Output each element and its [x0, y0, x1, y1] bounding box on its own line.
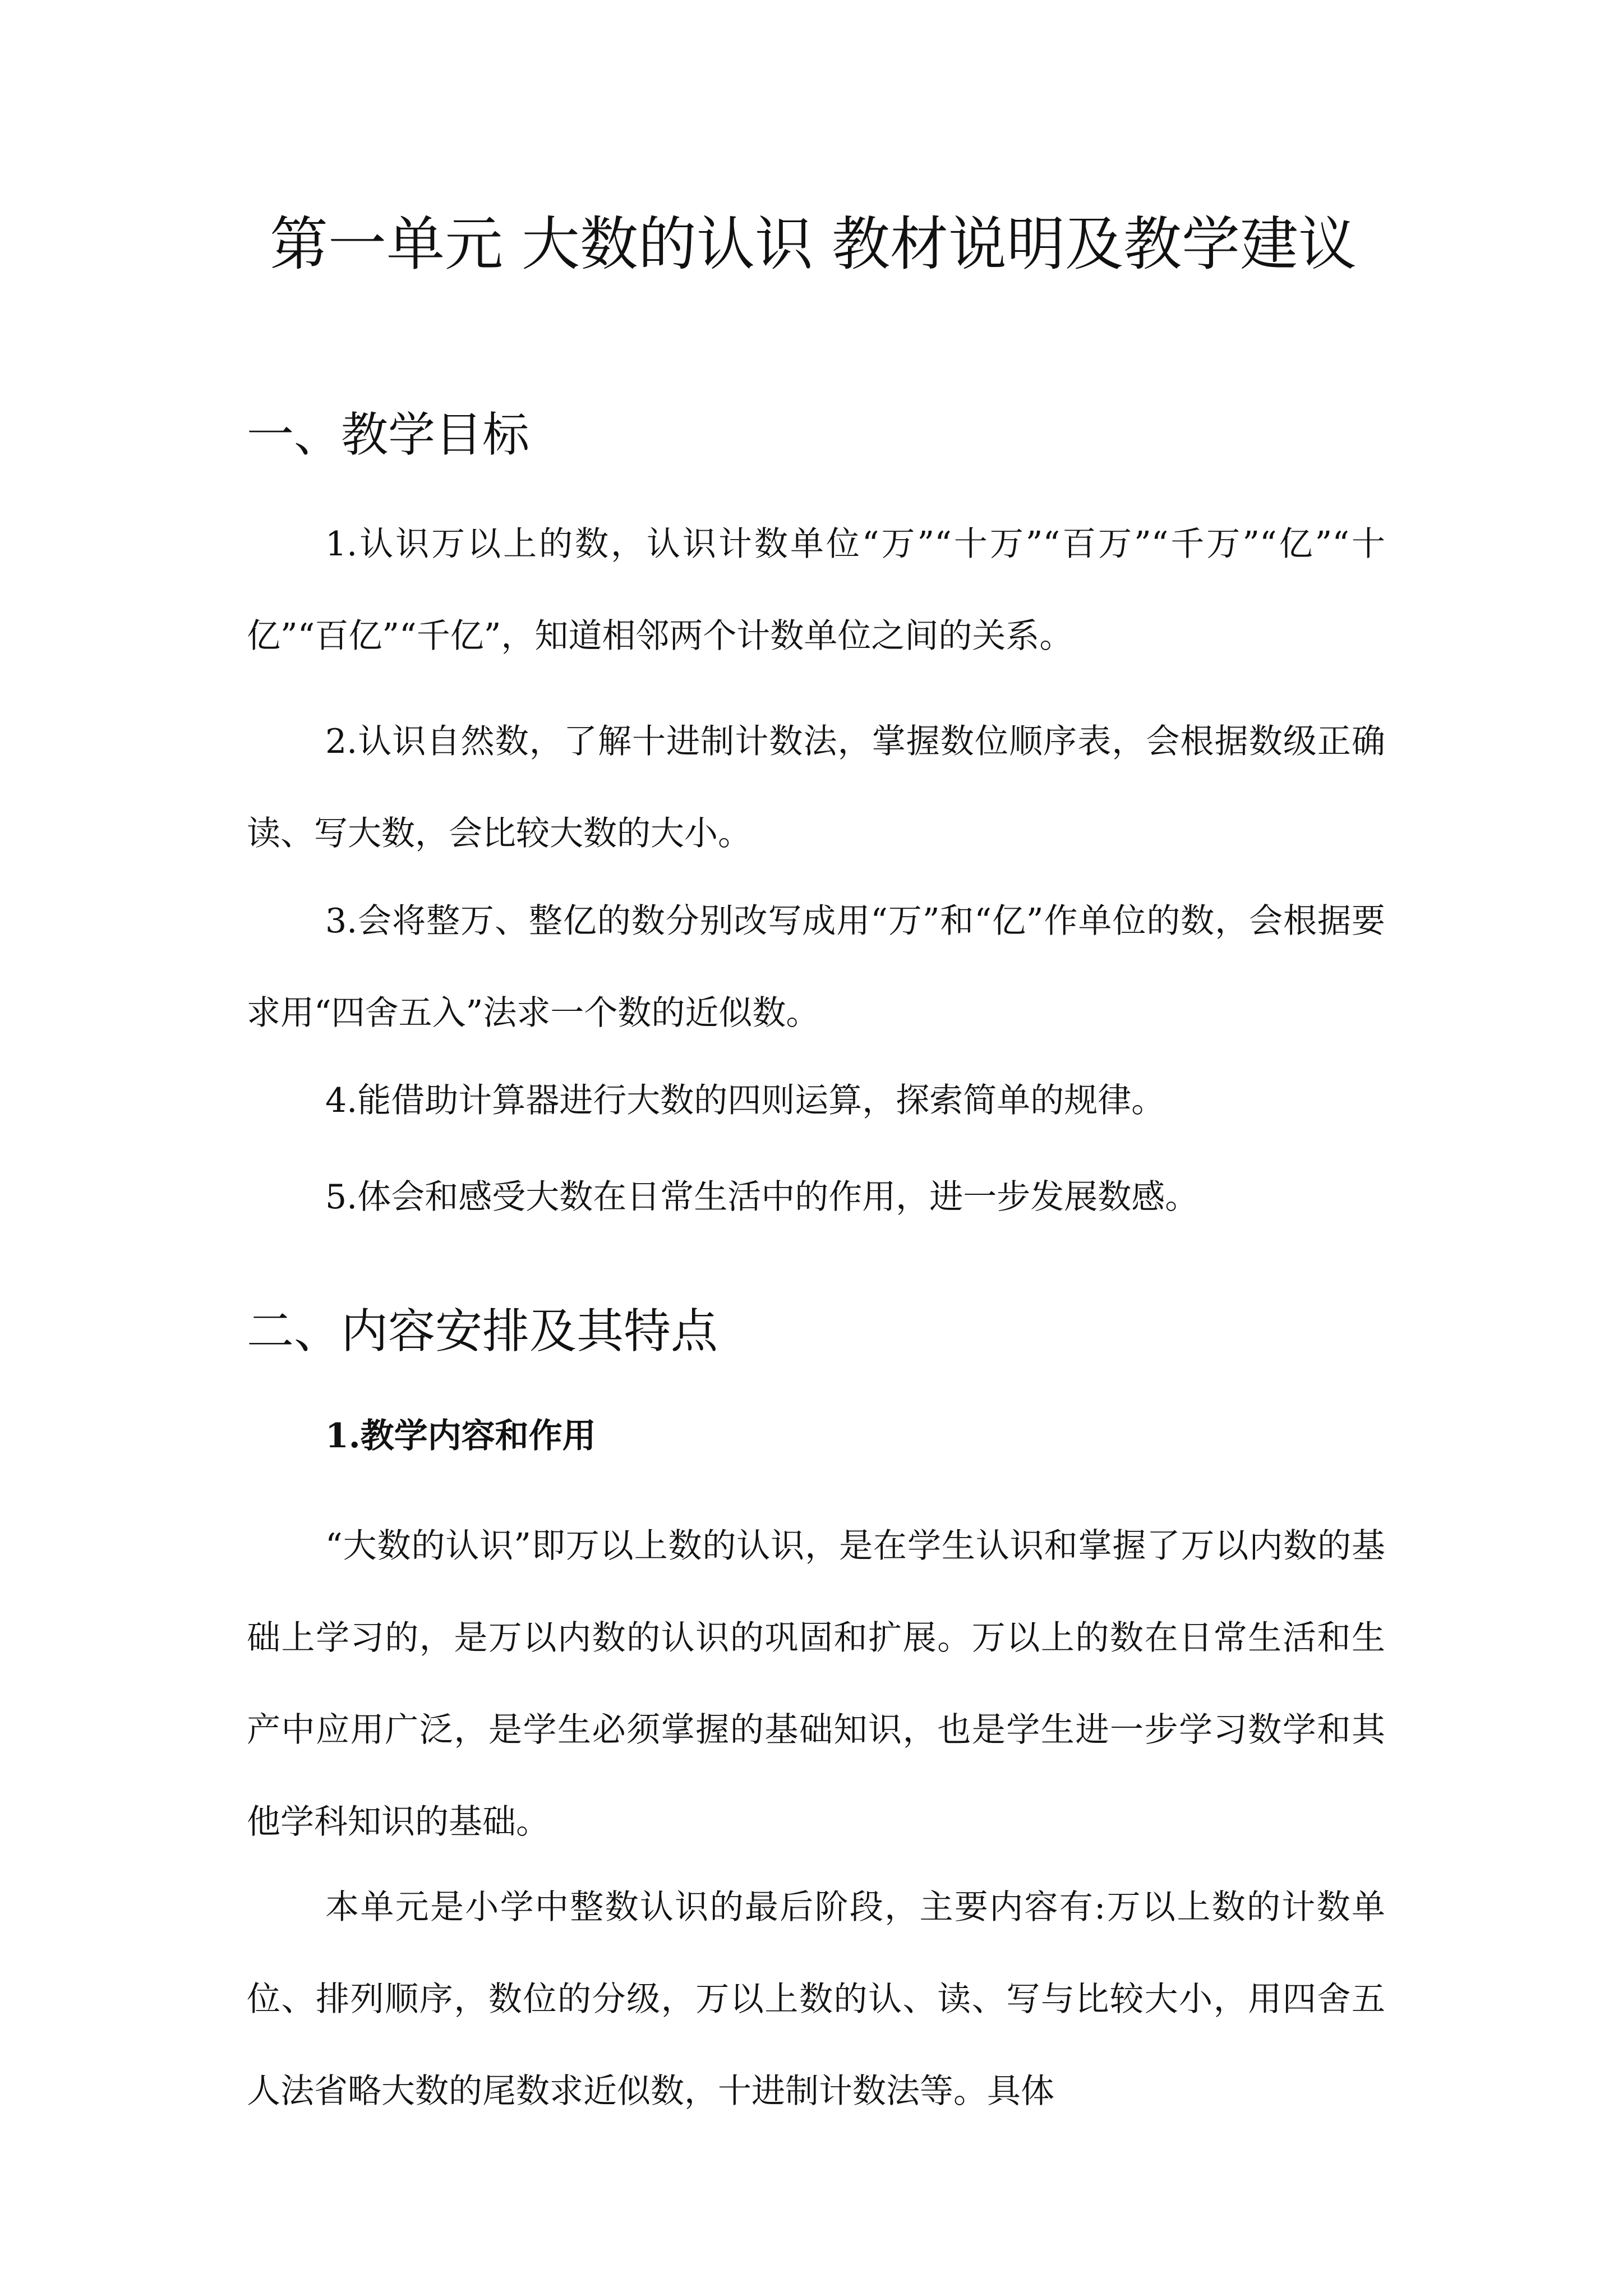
- page-title: 第一单元 大数的认识 教材说明及教学建议: [269, 210, 1357, 278]
- goal-item-1: 1.认识万以上的数，认识计数单位“万”“十万”“百万”“千万”“亿”“十亿”“百亿”“千亿”，知道相邻两个计数单位之间的关系。: [247, 524, 1385, 656]
- content-paragraph-1: “大数的认识”即万以上数的认识，是在学生认识和掌握了万以内数的基础上学习的，是万以内数的认识的巩固和扩展。万以上的数在日常生活和生产中应用广泛，是学生必须掌握的基础知识，也是学生进一步学习数学和其他学科知识的基础。: [247, 1526, 1385, 1842]
- section-heading-content: 二、内容安排及其特点: [247, 1304, 718, 1359]
- content-paragraph-2: 本单元是小学中整数认识的最后阶段，主要内容有:万以上数的计数单位、排列顺序，数位的分级，万以上数的认、读、写与比较大小，用四舍五人法省略大数的尾数求近似数，十进制计数法等。具体: [247, 1888, 1385, 2111]
- goal-item-5: 5.体会和感受大数在日常生活中的作用，进一步发展数感。: [325, 1177, 1199, 1217]
- subsection-heading: 1.教学内容和作用: [325, 1416, 596, 1456]
- goal-item-4: 4.能借助计算器进行大数的四则运算，探索简单的规律。: [325, 1081, 1165, 1120]
- goal-item-2: 2.认识自然数，了解十进制计数法，掌握数位顺序表，会根据数级正确读、写大数，会比较大数的大小。: [247, 722, 1385, 853]
- goal-item-3: 3.会将整万、整亿的数分别改写成用“万”和“亿”作单位的数，会根据要求用“四舍五入”法求一个数的近似数。: [247, 901, 1385, 1033]
- section-heading-goals: 一、教学目标: [247, 407, 530, 462]
